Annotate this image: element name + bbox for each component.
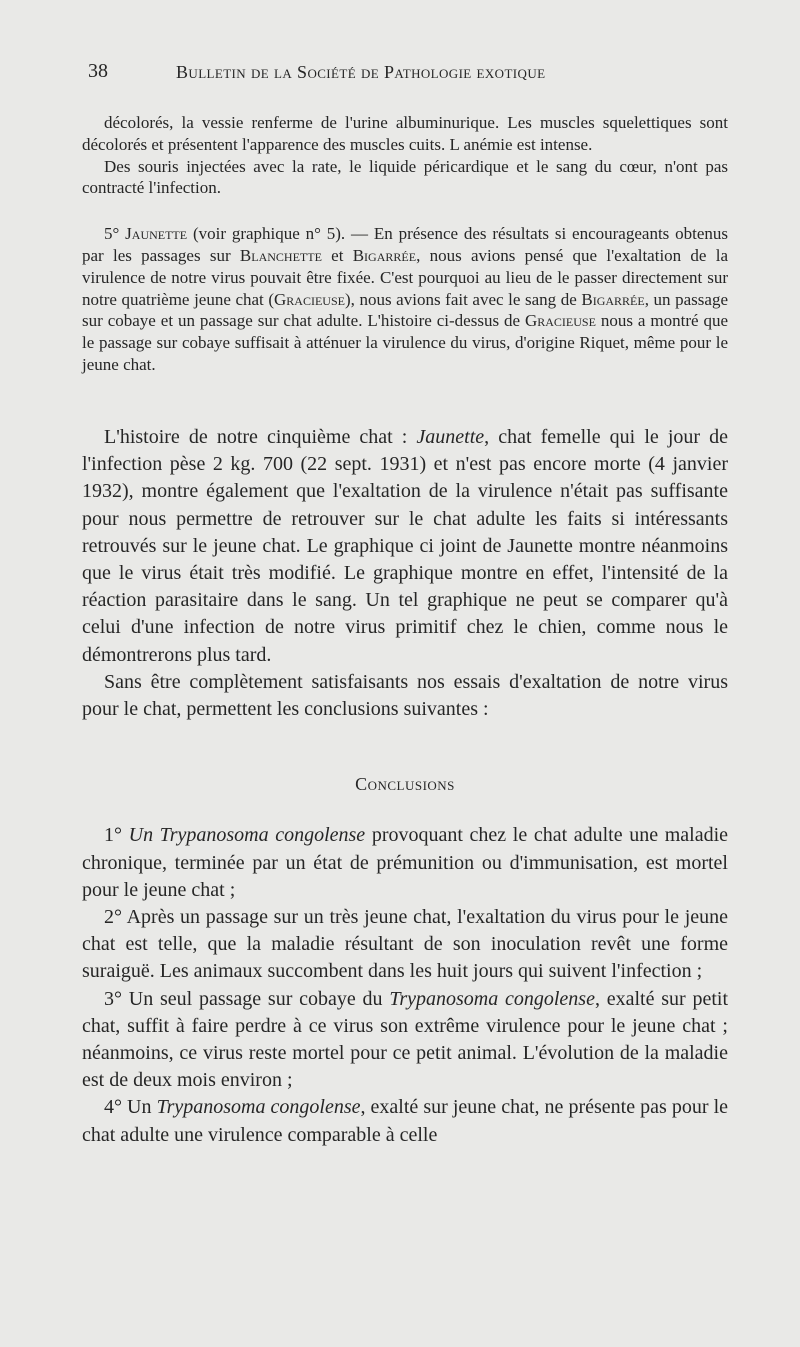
page-number: 38 xyxy=(88,60,108,82)
page-header xyxy=(88,60,728,90)
section-heading: Conclusions xyxy=(355,774,455,795)
conclusion-1: 1° Un Trypanosoma congolense provoquant chez le chat adulte une maladie chronique, terminée par un état de prémunition ou d'immunisation, est mortel pour le jeune chat ; xyxy=(82,824,729,901)
paragraph-5: Sans être complètement satisfaisants nos essais d'exaltation de notre virus pour le chat, permettent les conclusions suivantes : xyxy=(82,670,728,721)
small-text-block xyxy=(82,112,728,376)
conclusion-4: 4° Un Trypanosoma congolense, exalté sur jeune chat, ne présente pas pour le chat adulte une virulence comparable à celle xyxy=(82,1096,729,1146)
paragraph-3: 5° Jaunette (voir graphique n° 5). — En présence des résultats si encourageants obtenus par les passages sur Blanchette et Bigarrée, nous avions pensé que l'exaltation de la virulence de notre virus pouvait être fixée. C'est pourquoi au lieu de le passer directement sur notre quatrième jeune chat (Gracieuse), nous avions fait avec le sang de Bigarrée, un passage sur cobaye et un passage sur chat adulte. L'histoire ci-dessus de Gracieuse nous a montré que le passage sur cobaye suffisait à atténuer la virulence du virus, d'origine Riquet, même pour le jeune chat. xyxy=(82,224,729,374)
paragraph-1: décolorés, la vessie renferme de l'urine albuminurique. Les muscles squelettiques sont décolorés et présentent l'apparence des muscles cuits. L anémie est intense. xyxy=(82,113,728,154)
large-text-block xyxy=(82,424,728,1149)
paragraph-2: Des souris injectées avec la rate, le liquide péricardique et le sang du cœur, n'ont pas contracté l'infection. xyxy=(82,156,728,198)
conclusion-3: 3° Un seul passage sur cobaye du Trypanosoma congolense, exalté sur petit chat, suffit à faire perdre à ce virus son extrême virulence pour le jeune chat ; néanmoins, ce virus reste mortel pour ce petit animal. L'évolution de la maladie est de deux mois environ ; xyxy=(82,987,729,1092)
conclusion-2: 2° Après un passage sur un très jeune chat, l'exaltation du virus pour le jeune chat est telle, que la maladie résultant de son inoculation revêt une forme suraiguë. Les animaux succombent dans les huit jours qui suivent l'infection ; xyxy=(82,906,728,983)
paragraph-4: L'histoire de notre cinquième chat : Jaunette, chat femelle qui le jour de l'infection pèse 2 kg. 700 (22 sept. 1931) et n'est pas encore morte (4 janvier 1932), montre également que l'exaltation de la virulence n'était pas suffisante pour nous permettre de retrouver sur le chat adulte les faits si intéressants retrouvés sur le jeune chat. Le graphique ci joint de Jaunette montre néanmoins que le virus était très modifié. Le graphique montre en effet, l'intensité de la réaction parasitaire dans le sang. Un tel graphique ne peut se comparer qu'à celui d'une infection de notre virus primitif chez le chien, comme nous le démontrerons plus tard. xyxy=(82,426,728,666)
running-title: Bulletin de la Société de Pathologie exotique xyxy=(176,62,546,82)
